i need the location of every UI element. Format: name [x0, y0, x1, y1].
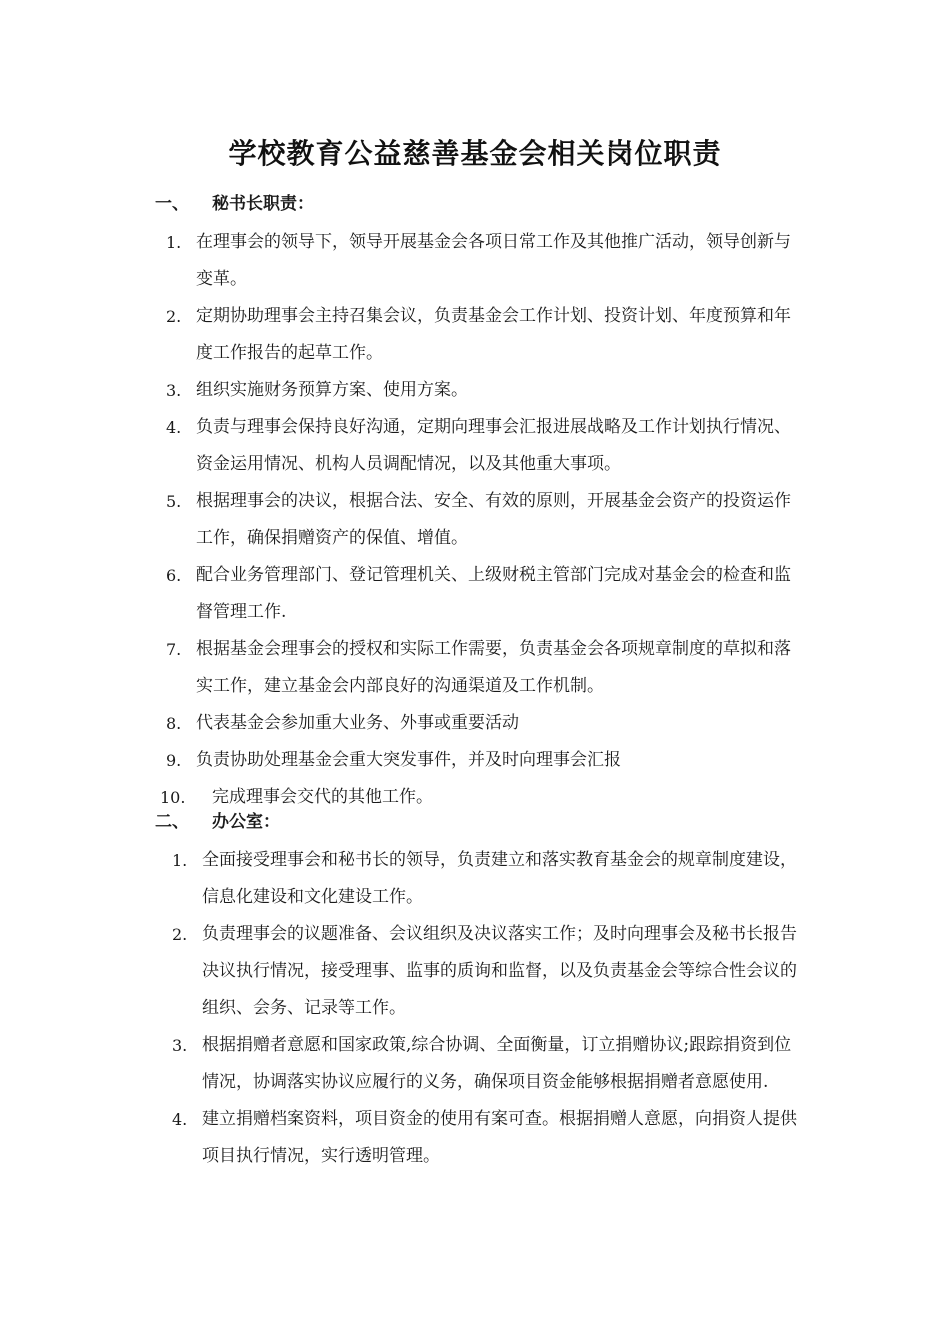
list-item: [0, 916, 950, 1027]
section-number: 一、: [155, 194, 189, 214]
item-text: 配合业务管理部门、登记管理机关、上级财税主管部门完成对基金会的检查和监督管理工作.: [196, 565, 791, 622]
item-text: 负责理事会的议题准备、会议组织及决议落实工作；及时向理事会及秘书长报告决议执行情况，接受理事、监事的质询和监督，以及负责基金会等综合性会议的组织、会务、记录等工作。: [202, 924, 797, 1018]
list-item: [0, 372, 950, 409]
item-number: 6.: [166, 566, 182, 585]
item-text: 组织实施财务预算方案、使用方案。: [196, 380, 468, 400]
item-text: 全面接受理事会和秘书长的领导，负责建立和落实教育基金会的规章制度建设，信息化建设和文化建设工作。: [202, 850, 797, 907]
section-secretary-general: [0, 186, 950, 816]
section-number: 二、: [155, 812, 189, 832]
duty-list: [0, 842, 950, 1175]
section-heading: [0, 186, 950, 222]
list-item: [0, 557, 950, 631]
section-office: [0, 804, 950, 1175]
item-number: 3.: [166, 381, 182, 400]
list-item: [0, 1027, 950, 1101]
item-text: 定期协助理事会主持召集会议，负责基金会工作计划、投资计划、年度预算和年度工作报告的起草工作。: [196, 306, 791, 363]
list-item: [0, 483, 950, 557]
item-number: 1.: [166, 233, 182, 252]
item-text: 负责与理事会保持良好沟通，定期向理事会汇报进展战略及工作计划执行情况、资金运用情况、机构人员调配情况，以及其他重大事项。: [196, 417, 791, 474]
item-text: 建立捐赠档案资料，项目资金的使用有案可查。根据捐赠人意愿，向捐资人提供项目执行情况，实行透明管理。: [202, 1109, 797, 1166]
item-number: 5.: [166, 492, 182, 511]
item-text: 根据捐赠者意愿和国家政策,综合协调、全面衡量，订立捐赠协议;跟踪捐资到位情况，协调落实协议应履行的义务，确保项目资金能够根据捐赠者意愿使用.: [202, 1035, 792, 1092]
item-text: 代表基金会参加重大业务、外事或重要活动: [196, 713, 519, 733]
section-title: 办公室：: [212, 812, 280, 832]
list-item: [0, 298, 950, 372]
list-item: [0, 742, 950, 779]
list-item: [0, 631, 950, 705]
list-item: [0, 409, 950, 483]
item-number: 9.: [166, 751, 182, 770]
item-number: 7.: [166, 640, 182, 659]
section-heading: [0, 804, 950, 840]
item-number: 1.: [172, 851, 188, 870]
item-number: 2.: [172, 925, 188, 944]
item-text: 根据基金会理事会的授权和实际工作需要，负责基金会各项规章制度的草拟和落实工作，建立基金会内部良好的沟通渠道及工作机制。: [196, 639, 791, 696]
item-text: 负责协助处理基金会重大突发事件，并及时向理事会汇报: [196, 750, 621, 770]
list-item: [0, 1101, 950, 1175]
item-number: 4.: [166, 418, 182, 437]
list-item: [0, 842, 950, 916]
item-number: 10.: [160, 788, 186, 807]
item-text: 在理事会的领导下，领导开展基金会各项日常工作及其他推广活动，领导创新与变革。: [196, 232, 791, 289]
list-item: [0, 705, 950, 742]
list-item: [0, 224, 950, 298]
section-title: 秘书长职责：: [212, 194, 314, 214]
item-text: 完成理事会交代的其他工作。: [212, 787, 433, 807]
item-number: 8.: [166, 714, 182, 733]
duty-list: [0, 224, 950, 816]
item-number: 3.: [172, 1036, 188, 1055]
item-number: 4.: [172, 1110, 188, 1129]
item-text: 根据理事会的决议，根据合法、安全、有效的原则，开展基金会资产的投资运作工作，确保捐赠资产的保值、增值。: [196, 491, 791, 548]
item-number: 2.: [166, 307, 182, 326]
document-title: 学校教育公益慈善基金会相关岗位职责: [228, 137, 722, 170]
